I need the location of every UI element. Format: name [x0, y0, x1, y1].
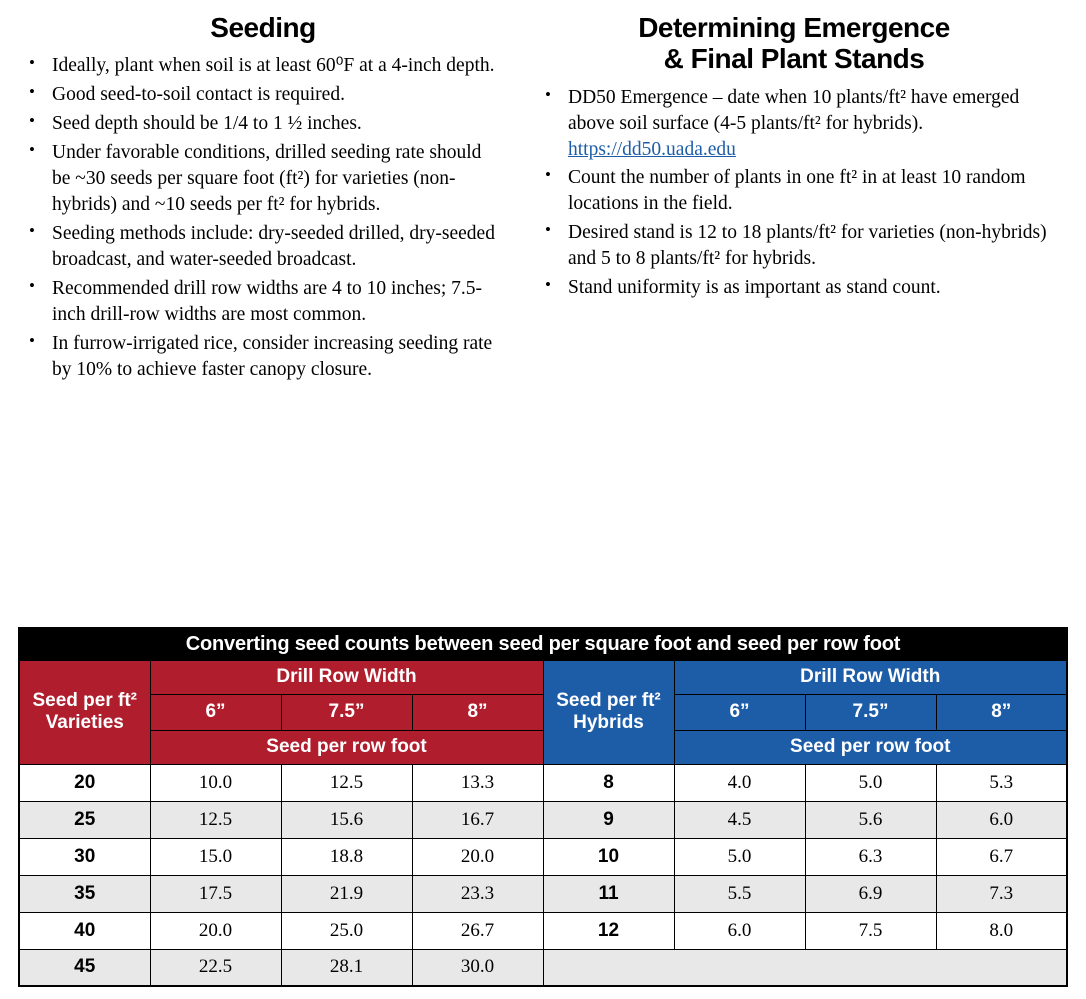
group-header-row [19, 660, 1067, 694]
value-cell: 5.3 [936, 764, 1067, 801]
value-cell: 8.0 [936, 912, 1067, 949]
bullet-text: Stand uniformity is as important as stand count. [568, 277, 941, 299]
seeding-section [18, 12, 504, 627]
value-cell: 4.5 [674, 801, 805, 838]
value-cell: 13.3 [412, 764, 543, 801]
seeding-bullet-list [22, 53, 504, 382]
value-cell: 26.7 [412, 912, 543, 949]
bullet-item [22, 140, 504, 218]
bullet-item [22, 276, 504, 328]
value-cell: 7.5 [805, 912, 936, 949]
emergence-title [538, 12, 1050, 75]
value-cell: 7.3 [936, 875, 1067, 912]
value-cell: 6.0 [936, 801, 1067, 838]
hybrids-corner-header [543, 660, 674, 764]
table-row [19, 912, 1067, 949]
value-cell: 5.5 [674, 875, 805, 912]
bullet-text: Ideally, plant when soil is at least 60⁰F at a 4-inch depth. [52, 55, 495, 77]
hybrids-key-cell: 11 [543, 875, 674, 912]
varieties-corner-line1: Seed per ft² [32, 689, 138, 711]
bullet-text: DD50 Emergence – date when 10 plants/ft² have emerged above soil surface (4-5 plants/ft² for hybrids). [568, 86, 1020, 134]
bullet-text: Recommended drill row widths are 4 to 10 inches; 7.5-inch drill-row widths are most common. [52, 277, 482, 325]
value-cell: 30.0 [412, 949, 543, 986]
emergence-title-line2: & Final Plant Stands [663, 43, 925, 75]
varieties-key-cell: 30 [19, 838, 150, 875]
drill-row-width-header-hybrids: Drill Row Width [674, 660, 1067, 694]
bullet-item [22, 221, 504, 273]
varieties-key-cell: 45 [19, 949, 150, 986]
hybrids-corner-line2: Hybrids [573, 712, 644, 733]
value-cell: 21.9 [281, 875, 412, 912]
table-row [19, 801, 1067, 838]
varieties-corner-header [19, 660, 150, 764]
bullet-text: Good seed-to-soil contact is required. [52, 84, 345, 106]
seed-per-row-foot-header-varieties: Seed per row foot [150, 730, 543, 764]
bullet-text: Seeding methods include: dry-seeded drilled, dry-seeded broadcast, and water-seeded broadcast. [52, 222, 495, 270]
bullet-item [538, 165, 1050, 217]
value-cell: 23.3 [412, 875, 543, 912]
hybrids-key-cell: 12 [543, 912, 674, 949]
table-row [19, 764, 1067, 801]
bullet-text: Desired stand is 12 to 18 plants/ft² for varieties (non-hybrids) and 5 to 8 plants/ft² for hybrids. [568, 222, 1047, 270]
width-col-header: 6” [150, 694, 281, 730]
table-title: Converting seed counts between seed per square foot and seed per row foot [19, 628, 1067, 660]
varieties-key-cell: 35 [19, 875, 150, 912]
bullet-item [22, 53, 504, 79]
bullet-text: In furrow-irrigated rice, consider increasing seeding rate by 10% to achieve faster canopy closure. [52, 332, 493, 380]
varieties-key-cell: 40 [19, 912, 150, 949]
dd50-link[interactable]: https://dd50.uada.edu [568, 138, 736, 160]
varieties-key-cell: 25 [19, 801, 150, 838]
width-col-header: 7.5” [281, 694, 412, 730]
value-cell: 20.0 [412, 838, 543, 875]
bullet-item [22, 331, 504, 383]
table-row [19, 949, 1067, 986]
table-title-row [19, 628, 1067, 660]
value-cell: 5.0 [674, 838, 805, 875]
bullet-item [538, 220, 1050, 272]
value-cell: 4.0 [674, 764, 805, 801]
bullet-text: Count the number of plants in one ft² in at least 10 random locations in the field. [568, 167, 1026, 215]
table-row [19, 838, 1067, 875]
bullet-text: Under favorable conditions, drilled seeding rate should be ~30 seeds per square foot (ft²) for varieties (non-hybrids) and ~10 seeds per ft² for hybrids. [52, 142, 482, 215]
width-col-header: 7.5” [805, 694, 936, 730]
value-cell: 12.5 [281, 764, 412, 801]
value-cell: 15.0 [150, 838, 281, 875]
value-cell: 15.6 [281, 801, 412, 838]
empty-cell [543, 949, 1067, 986]
table-row [19, 875, 1067, 912]
hybrids-key-cell: 10 [543, 838, 674, 875]
varieties-corner-line2: Varieties [45, 712, 124, 733]
value-cell: 12.5 [150, 801, 281, 838]
value-cell: 22.5 [150, 949, 281, 986]
hybrids-corner-line1: Seed per ft² [556, 689, 661, 711]
value-cell: 5.6 [805, 801, 936, 838]
hybrids-key-cell: 8 [543, 764, 674, 801]
bullet-item [22, 82, 504, 108]
bullet-item [538, 275, 1050, 301]
varieties-key-cell: 20 [19, 764, 150, 801]
seed-per-row-foot-header-hybrids: Seed per row foot [674, 730, 1067, 764]
value-cell: 6.7 [936, 838, 1067, 875]
emergence-bullet-list [538, 85, 1050, 301]
bullet-text: Seed depth should be 1/4 to 1 ½ inches. [52, 113, 362, 135]
value-cell: 17.5 [150, 875, 281, 912]
conversion-table [18, 627, 1068, 987]
value-cell: 6.0 [674, 912, 805, 949]
bullet-item [22, 111, 504, 137]
value-cell: 5.0 [805, 764, 936, 801]
value-cell: 16.7 [412, 801, 543, 838]
top-section [18, 12, 1068, 627]
value-cell: 6.9 [805, 875, 936, 912]
drill-row-width-header-varieties: Drill Row Width [150, 660, 543, 694]
value-cell: 20.0 [150, 912, 281, 949]
emergence-section [538, 12, 1050, 627]
width-col-header: 6” [674, 694, 805, 730]
value-cell: 10.0 [150, 764, 281, 801]
value-cell: 25.0 [281, 912, 412, 949]
bullet-item [538, 85, 1050, 163]
value-cell: 18.8 [281, 838, 412, 875]
value-cell: 28.1 [281, 949, 412, 986]
seeding-title: Seeding [210, 12, 316, 43]
emergence-title-line1: Determining Emergence [638, 12, 950, 43]
width-col-header: 8” [412, 694, 543, 730]
width-col-header: 8” [936, 694, 1067, 730]
value-cell: 6.3 [805, 838, 936, 875]
hybrids-key-cell: 9 [543, 801, 674, 838]
